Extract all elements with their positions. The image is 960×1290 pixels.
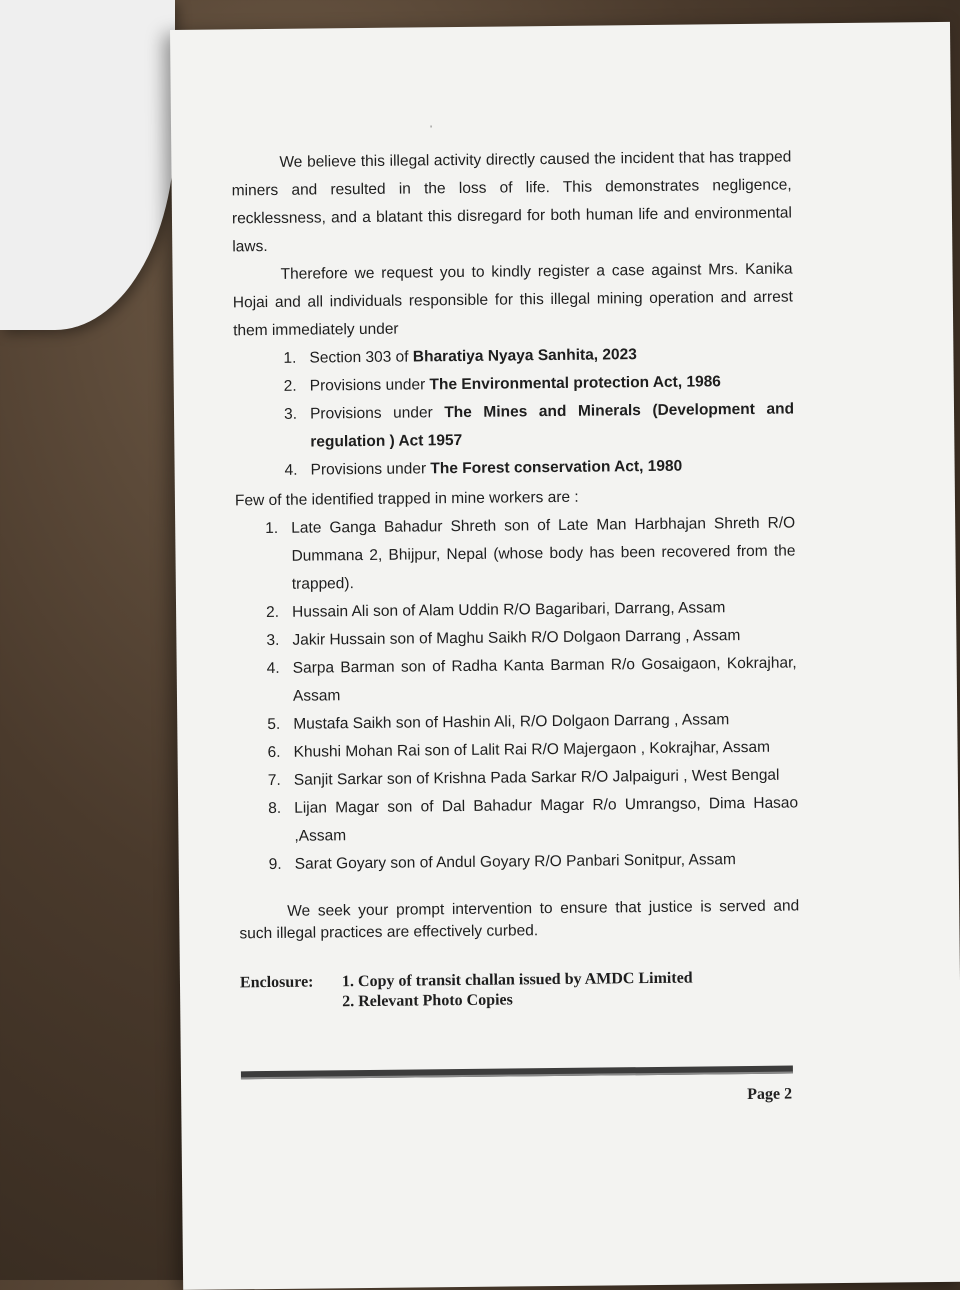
act-item: 4. Provisions under The Forest conservation Act, 1980 bbox=[284, 457, 683, 479]
workers-intro: Few of the identified trapped in mine workers are : bbox=[234, 488, 579, 510]
page-number: Page 2 bbox=[747, 1085, 793, 1104]
enclosure-item: 1. Copy of transit challan issued by AMDC Limited bbox=[341, 969, 693, 991]
act-item: 2. Provisions under The Environmental protection Act, 1986 bbox=[283, 373, 721, 395]
worker-item: 4. Sarpa Barman son of Radha Kanta Barman R/o Gosaigaon, Kokrajhar, Assam bbox=[266, 654, 797, 705]
background-paper-sheet bbox=[0, 0, 175, 330]
enclosure-block bbox=[240, 967, 800, 1013]
worker-item: 1. Late Ganga Bahadur Shreth son of Late Man Harbhajan Shreth R/O Dummana 2, Bhijpur, Nepal (whose body has been recovered from the trapped). bbox=[265, 514, 796, 593]
paragraph-incident: We believe this illegal activity directly caused the incident that has trapped miners and resulted in the loss of life. This demonstrates negligence, recklessness, and a blatant this disregard for both human life and environmental laws. bbox=[231, 148, 793, 256]
enclosure-list bbox=[342, 969, 693, 1013]
workers-list bbox=[265, 509, 799, 879]
worker-item: 9. Sarat Goyary son of Andul Goyary R/O Panbari Sonitpur, Assam bbox=[268, 851, 736, 874]
worker-item: 3. Jakir Hussain son of Maghu Saikh R/O Dolgaon Darrang , Assam bbox=[266, 627, 741, 650]
closing-paragraph: We seek your prompt intervention to ensure that justice is served and such illegal practices are effectively curbed. bbox=[239, 897, 800, 943]
enclosure-item: 2. Relevant Photo Copies bbox=[342, 991, 513, 1011]
act-item: 3. Provisions under The Mines and Minerals (Development and regulation ) Act 1957 bbox=[283, 400, 795, 451]
worker-item: 2. Hussain Ali son of Alam Uddin R/O Bagaribari, Darrang, Assam bbox=[266, 599, 726, 622]
document-body bbox=[231, 144, 800, 1014]
worker-item: 8. Lijan Magar son of Dal Bahadur Magar R/o Umrangso, Dima Hasao ,Assam bbox=[268, 794, 799, 845]
enclosure-label: Enclosure: bbox=[239, 973, 314, 992]
acts-list bbox=[283, 339, 794, 484]
footer-divider bbox=[241, 1066, 793, 1080]
paragraph-request: Therefore we request you to kindly register a case against Mrs. Kanika Hojai and all individuals responsible for this illegal mining operation and arrest them immediately under bbox=[232, 260, 793, 340]
worker-item: 7. Sanjit Sarkar son of Krishna Pada Sarkar R/O Jalpaiguri , West Bengal bbox=[267, 766, 780, 790]
document-page bbox=[170, 22, 960, 1290]
worker-item: 6. Khushi Mohan Rai son of Lalit Rai R/O Majergaon , Kokrajhar, Assam bbox=[267, 738, 771, 762]
worker-item: 5. Mustafa Saikh son of Hashin Ali, R/O Dolgaon Darrang , Assam bbox=[267, 711, 730, 734]
act-item: 1. Section 303 of Bharatiya Nyaya Sanhita, 2023 bbox=[283, 346, 637, 367]
page-mark: ˈ bbox=[428, 123, 434, 138]
